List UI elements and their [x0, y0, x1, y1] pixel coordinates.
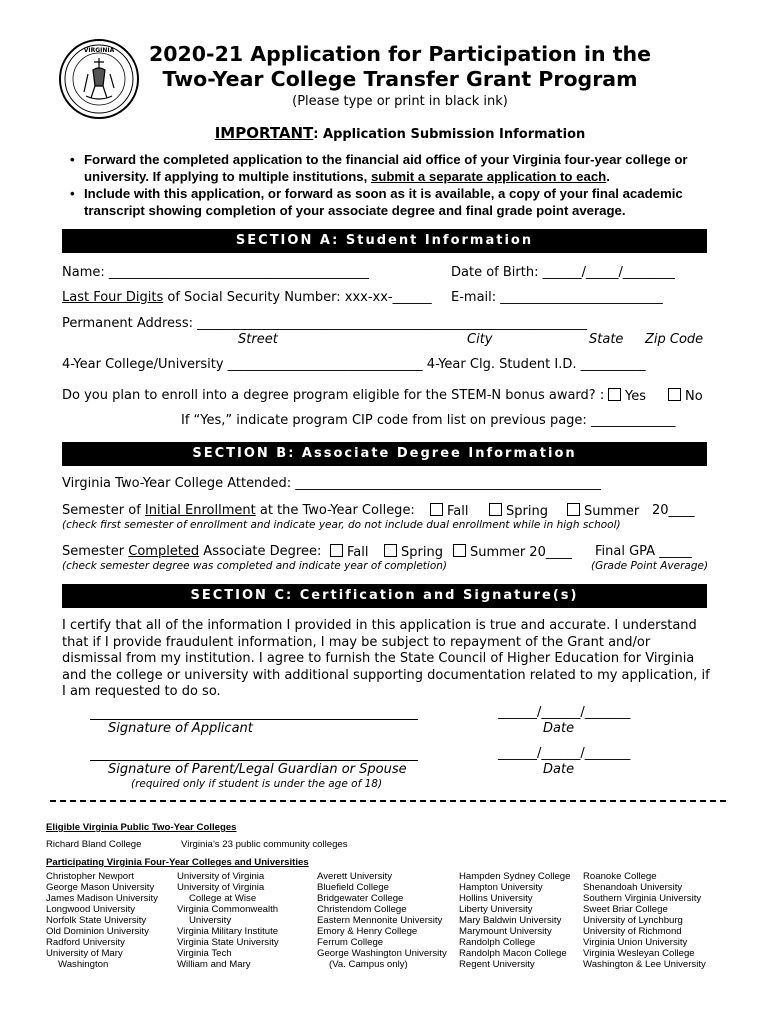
list-item: (Va. Campus only) — [329, 959, 408, 970]
parent-date-label: Date — [543, 762, 575, 777]
list-item: Mary Baldwin University — [459, 915, 562, 926]
initial-year-field[interactable]: 20____ — [652, 503, 695, 518]
initial-summer-checkbox[interactable] — [567, 503, 580, 516]
stem-question: Do you plan to enroll into a degree program eligible for the STEM-N bonus award? : — [62, 388, 605, 403]
list-item: Emory & Henry College — [317, 926, 418, 937]
zip-code-label: Zip Code — [645, 332, 704, 347]
community-colleges: Virginia’s 23 public community colleges — [181, 839, 348, 850]
section-c-header: SECTION C: Certification and Signature(s) — [62, 584, 707, 608]
list-item: University of Virginia — [177, 871, 265, 882]
list-item: Radford University — [46, 937, 125, 948]
completed-spring-checkbox[interactable] — [384, 544, 397, 557]
list-item: Eastern Mennonite University — [317, 915, 443, 926]
list-item: Liberty University — [459, 904, 533, 915]
initial-enrollment-note: (check first semester of enrollment and indicate year, do not include dual enrollment while in high school) — [62, 519, 621, 531]
college-list-column-2 — [177, 871, 279, 970]
list-item: Christendom College — [317, 904, 407, 915]
completed-degree-note: (check semester degree was completed and indicate year of completion) — [62, 560, 448, 572]
virginia-seal-icon — [58, 38, 140, 120]
initial-spring-option[interactable]: Spring — [489, 503, 548, 519]
college-and-student-id-field[interactable]: 4-Year College/University ______________________________ 4-Year Clg. Student I.D. __________ — [62, 357, 646, 372]
email-field[interactable]: E-mail: _________________________ — [451, 290, 663, 305]
college-list-column-3 — [317, 871, 447, 970]
permanent-address-field[interactable]: Permanent Address: ____________________________________________________________ — [62, 316, 588, 331]
parent-signature-line[interactable] — [90, 760, 418, 761]
list-item: Averett University — [317, 871, 392, 882]
initial-spring-checkbox[interactable] — [489, 503, 502, 516]
completed-spring-option[interactable]: Spring — [384, 544, 443, 560]
certification-statement: I certify that all of the information I provided in this application is true and accurate. I understand that if I provide fraudulent information, I may be subject to repayment of the Grant and/or dismissal from my institution. I agree to furnish the State Council of Higher Education for Virginia and the college or university with additional supporting documentation related to my application, if I am requested to do so. — [62, 618, 710, 699]
list-item: Washington & Lee University — [583, 959, 706, 970]
form-title-line2: Two-Year College Transfer Grant Program — [162, 67, 638, 91]
ssn-field[interactable]: Last Four Digits of Social Security Number: xxx-xx-______ — [62, 290, 432, 305]
list-item: College at Wise — [189, 893, 257, 904]
list-item: Bridgewater College — [317, 893, 404, 904]
two-year-college-field[interactable]: Virginia Two-Year College Attended: _______________________________________________ — [62, 476, 601, 491]
initial-fall-checkbox[interactable] — [430, 503, 443, 516]
list-item: Roanoke College — [583, 871, 657, 882]
list-item: Hollins University — [459, 893, 533, 904]
applicant-signature-label: Signature of Applicant — [108, 721, 253, 736]
list-item: Christopher Newport — [46, 871, 134, 882]
completed-fall-checkbox[interactable] — [330, 544, 343, 557]
list-item: Virginia State University — [177, 937, 279, 948]
four-year-colleges-heading: Participating Virginia Four-Year Colleges and Universities — [46, 857, 309, 868]
state-label: State — [589, 332, 624, 347]
list-item: University of Richmond — [583, 926, 682, 937]
list-item: James Madison University — [46, 893, 158, 904]
list-item: Sweet Briar College — [583, 904, 668, 915]
list-item: Virginia Union University — [583, 937, 688, 948]
list-item: University of Mary — [46, 948, 123, 959]
completed-degree-label: Semester Completed Associate Degree: — [62, 544, 322, 559]
list-item: University — [189, 915, 232, 926]
richard-bland-college: Richard Bland College — [46, 839, 142, 850]
parent-date-field[interactable]: ______/______/_______ — [498, 746, 631, 761]
applicant-signature-line[interactable] — [90, 719, 418, 720]
stem-no-checkbox[interactable] — [668, 388, 681, 401]
applicant-date-label: Date — [543, 721, 575, 736]
list-item: Ferrum College — [317, 937, 384, 948]
completed-summer-checkbox[interactable] — [453, 544, 466, 557]
college-list-column-5 — [583, 871, 706, 970]
list-item: Washington — [58, 959, 109, 970]
initial-summer-option[interactable]: Summer — [567, 503, 639, 519]
college-list-column-1 — [46, 871, 158, 970]
list-item: Old Dominion University — [46, 926, 149, 937]
completed-fall-option[interactable]: Fall — [330, 544, 368, 560]
separate-application-emphasis: submit a separate application to each — [370, 169, 607, 184]
stem-yes-option[interactable]: Yes — [608, 388, 646, 404]
date-of-birth-field[interactable]: Date of Birth: ______/_____/________ — [451, 265, 675, 280]
stem-yes-checkbox[interactable] — [608, 388, 621, 401]
list-item: University of Lynchburg — [583, 915, 683, 926]
instruction-bullet-1: • Forward the completed application to the financial aid office of your Virginia four-year college or university. If applying to multiple institutions, submit a separate application to each. — [70, 152, 688, 184]
list-item: Randolph Macon College — [459, 948, 567, 959]
list-item: Shenandoah University — [583, 882, 683, 893]
initial-enrollment-label: Semester of Initial Enrollment at the Two-Year College: — [62, 503, 415, 518]
college-list-column-4 — [459, 871, 570, 970]
list-item: Regent University — [459, 959, 535, 970]
cut-line-divider — [50, 800, 726, 802]
parent-signature-label: Signature of Parent/Legal Guardian or Spouse — [108, 762, 407, 777]
list-item: William and Mary — [177, 959, 251, 970]
list-item: Hampden Sydney College — [459, 871, 571, 882]
list-item: Hampton University — [459, 882, 543, 893]
initial-fall-option[interactable]: Fall — [430, 503, 468, 519]
list-item: Randolph College — [459, 937, 536, 948]
list-item: University of Virginia — [177, 882, 265, 893]
city-label: City — [467, 332, 493, 347]
important-heading — [140, 124, 660, 142]
important-rest: : Application Submission Information — [313, 127, 586, 142]
list-item: Longwood University — [46, 904, 136, 915]
name-field[interactable]: Name: ________________________________________ — [62, 265, 369, 280]
stem-no-option[interactable]: No — [668, 388, 703, 404]
list-item: Southern Virginia University — [583, 893, 702, 904]
list-item: Norfolk State University — [46, 915, 147, 926]
list-item: Virginia Wesleyan College — [583, 948, 695, 959]
list-item: George Mason University — [46, 882, 155, 893]
street-label: Street — [238, 332, 278, 347]
seal-text: VIRGINIA — [83, 47, 115, 54]
gpa-note: (Grade Point Average) — [591, 560, 709, 572]
two-year-colleges-heading: Eligible Virginia Public Two-Year Colleges — [46, 822, 237, 833]
list-item: Virginia Tech — [177, 948, 232, 959]
cip-code-field[interactable]: If “Yes,” indicate program CIP code from list on previous page: _____________ — [181, 413, 676, 428]
section-a-header: SECTION A: Student Information — [62, 229, 707, 253]
applicant-date-field[interactable]: ______/______/_______ — [498, 705, 631, 720]
form-subtitle: (Please type or print in black ink) — [292, 94, 508, 109]
parent-signature-note: (required only if student is under the age of 18) — [131, 778, 383, 790]
list-item: George Washington University — [317, 948, 447, 959]
list-item: Marymount University — [459, 926, 552, 937]
instruction-bullet-2: • Include with this application, or forward as soon as it is available, a copy of your final academic transcript showing completion of your associate degree and final grade point average. — [70, 186, 683, 218]
list-item: Virginia Military Institute — [177, 926, 279, 937]
completed-summer-option[interactable]: Summer 20____ — [453, 544, 572, 560]
form-title-line1: 2020-21 Application for Participation in the — [149, 42, 651, 66]
list-item: Virginia Commonwealth — [177, 904, 279, 915]
instructions-list — [68, 151, 728, 219]
important-label: IMPORTANT — [214, 124, 314, 142]
section-b-header: SECTION B: Associate Degree Information — [62, 442, 707, 466]
final-gpa-field[interactable]: Final GPA _____ — [595, 544, 692, 559]
list-item: Bluefield College — [317, 882, 389, 893]
